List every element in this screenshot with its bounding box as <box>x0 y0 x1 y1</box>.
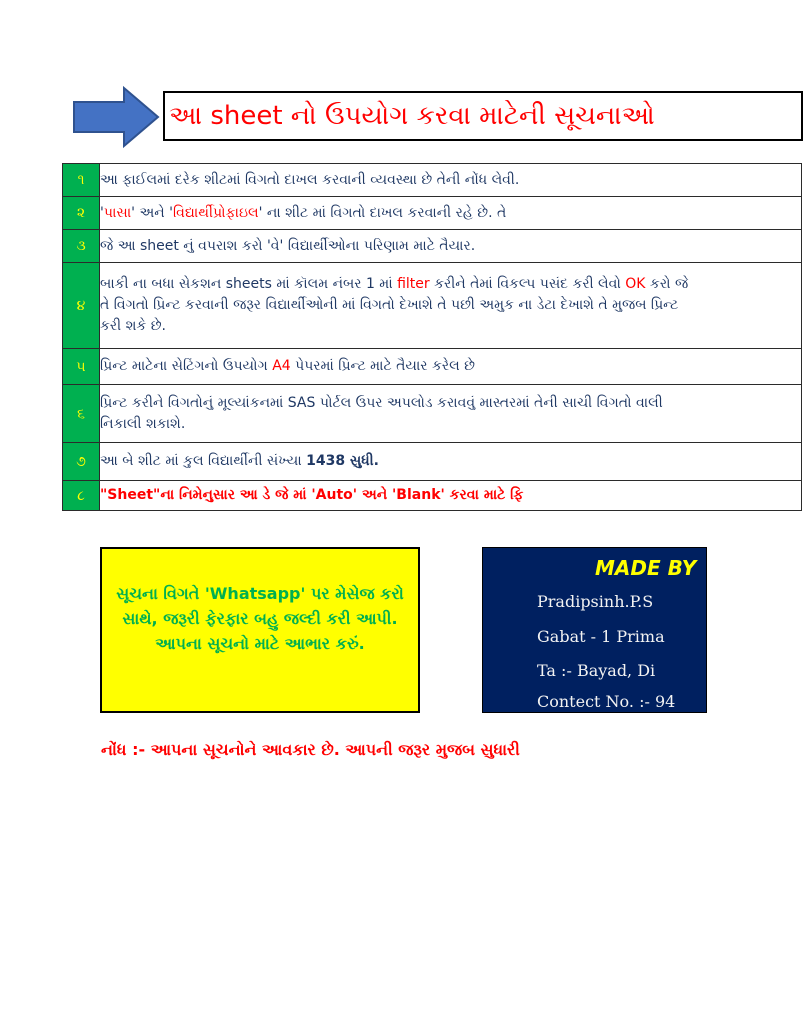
step-text-segment: sheets <box>225 276 272 292</box>
step-number: ૮ <box>63 481 100 511</box>
author-contact: Contect No. :- 94 <box>537 692 676 711</box>
step-text-segment: માં કૉલમ નંબર <box>271 276 366 292</box>
step-row <box>63 443 802 481</box>
step-number: ૬ <box>63 385 100 443</box>
step-text <box>100 481 802 511</box>
step-text <box>100 230 802 263</box>
author-name: Pradipsinh.P.S <box>537 592 654 611</box>
step-text-segment: પ્રિન્ટ માટેના સેટિંગનો ઉપયોગ <box>100 358 273 374</box>
step-text-segment: પ્રિન્ટ કરીને વિગતોનું મૂલ્યાંકનમાં <box>100 394 288 411</box>
step-number: ૪ <box>63 263 100 349</box>
right-arrow-icon <box>72 86 160 148</box>
step-row <box>63 230 802 263</box>
step-row <box>63 349 802 385</box>
step-text-segment: કરો જે તે વિગતો પ્રિન્ટ કરવાની જરૂર વિદ્યાર્થીઓની માં વિગતો દેખાશે તે પછી અમુક ના ડેટા દેખાશે તે મુજબ પ્રિન્ટ કરી શકે છે. <box>100 276 689 334</box>
step-text <box>100 263 802 349</box>
step-text-segment: બાકી ના બધા સેકશન <box>100 276 226 292</box>
step-text-segment: 1438 <box>306 453 346 469</box>
step-text-segment: આ બે શીટ માં કુલ વિદ્યાર્થીની સંખ્યા <box>100 453 307 469</box>
whatsapp-note-text: સૂચના વિગતે 'Whatsapp' પર મેસેજ કરો સાથે, જરૂરી ફેરફાર બહુ જલ્દી કરી આપી. આપના સૂચનો માટે આભાર કરું. <box>116 584 404 653</box>
step-text <box>100 164 802 197</box>
step-number: ૭ <box>63 443 100 481</box>
whatsapp-note-box <box>100 547 420 713</box>
step-text <box>100 349 802 385</box>
step-text-segment: પોર્ટલ ઉપર અપલોડ કરાવવું માસ્તરમાં તેની સાચી વિગતો વાલી નિકાલી શકાશે. <box>100 394 663 432</box>
step-row <box>63 263 802 349</box>
step-text <box>100 385 802 443</box>
step-text-segment: માં <box>374 276 398 292</box>
step-text-segment: SAS <box>287 394 316 411</box>
step-number: ૩ <box>63 230 100 263</box>
author-location: Ta :- Bayad, Di <box>537 661 656 680</box>
step-row <box>63 481 802 511</box>
step-row <box>63 385 802 443</box>
instructions-table <box>62 163 802 511</box>
author-school: Gabat - 1 Prima <box>537 627 665 646</box>
step-text-segment: પેપરમાં પ્રિન્ટ માટે તૈયાર કરેલ છે <box>290 358 475 374</box>
page-title: આ sheet નો ઉપયોગ કરવા માટેની સૂચનાઓ <box>163 91 803 141</box>
step-text-segment: ' અને ' <box>131 204 173 221</box>
step-text-segment: આ ફાઈલમાં દરેક શીટમાં વિગતો દાખલ કરવાની વ્યવસ્થા છે તેની નોંધ લેવી. <box>100 171 520 188</box>
step-text-segment: કરીને તેમાં વિકલ્પ પસંદ કરી લેવો <box>429 276 626 292</box>
step-text-segment: સુધી. <box>345 453 379 469</box>
step-number: ૧ <box>63 164 100 197</box>
step-text <box>100 197 802 230</box>
step-text-segment: જે આ sheet નું વપરાશ કરો 'વે' વિદ્યાર્થીઓના પરિણામ માટે તૈયાર. <box>100 237 476 254</box>
step-text-segment: વિદ્યાર્થીપ્રોફાઇલ <box>172 204 259 221</box>
step-text-segment: "Sheet"ના નિમેનુસાર આ ડે જે માં 'Auto' અને 'Blank' કરવા માટે ફિ <box>100 487 524 503</box>
step-number: ૫ <box>63 349 100 385</box>
step-text-segment: A4 <box>272 358 291 374</box>
step-row <box>63 164 802 197</box>
step-text <box>100 443 802 481</box>
step-text-segment: ' <box>100 204 104 221</box>
made-by-box <box>482 547 707 713</box>
footer-note: નોંધ :- આપના સૂચનોને આવકાર છે. આપની જરૂર મુજબ સુધારી <box>101 740 520 759</box>
step-text-segment: પાસા <box>103 204 132 221</box>
step-number: ૨ <box>63 197 100 230</box>
step-row <box>63 197 802 230</box>
step-text-segment: OK <box>625 276 646 292</box>
step-text-segment: 1 <box>365 276 375 292</box>
step-text-segment: ' ના શીટ માં વિગતો દાખલ કરવાની રહે છે. તે <box>258 204 507 221</box>
step-text-segment: filter <box>397 276 430 292</box>
made-by-title: MADE BY <box>595 556 697 580</box>
